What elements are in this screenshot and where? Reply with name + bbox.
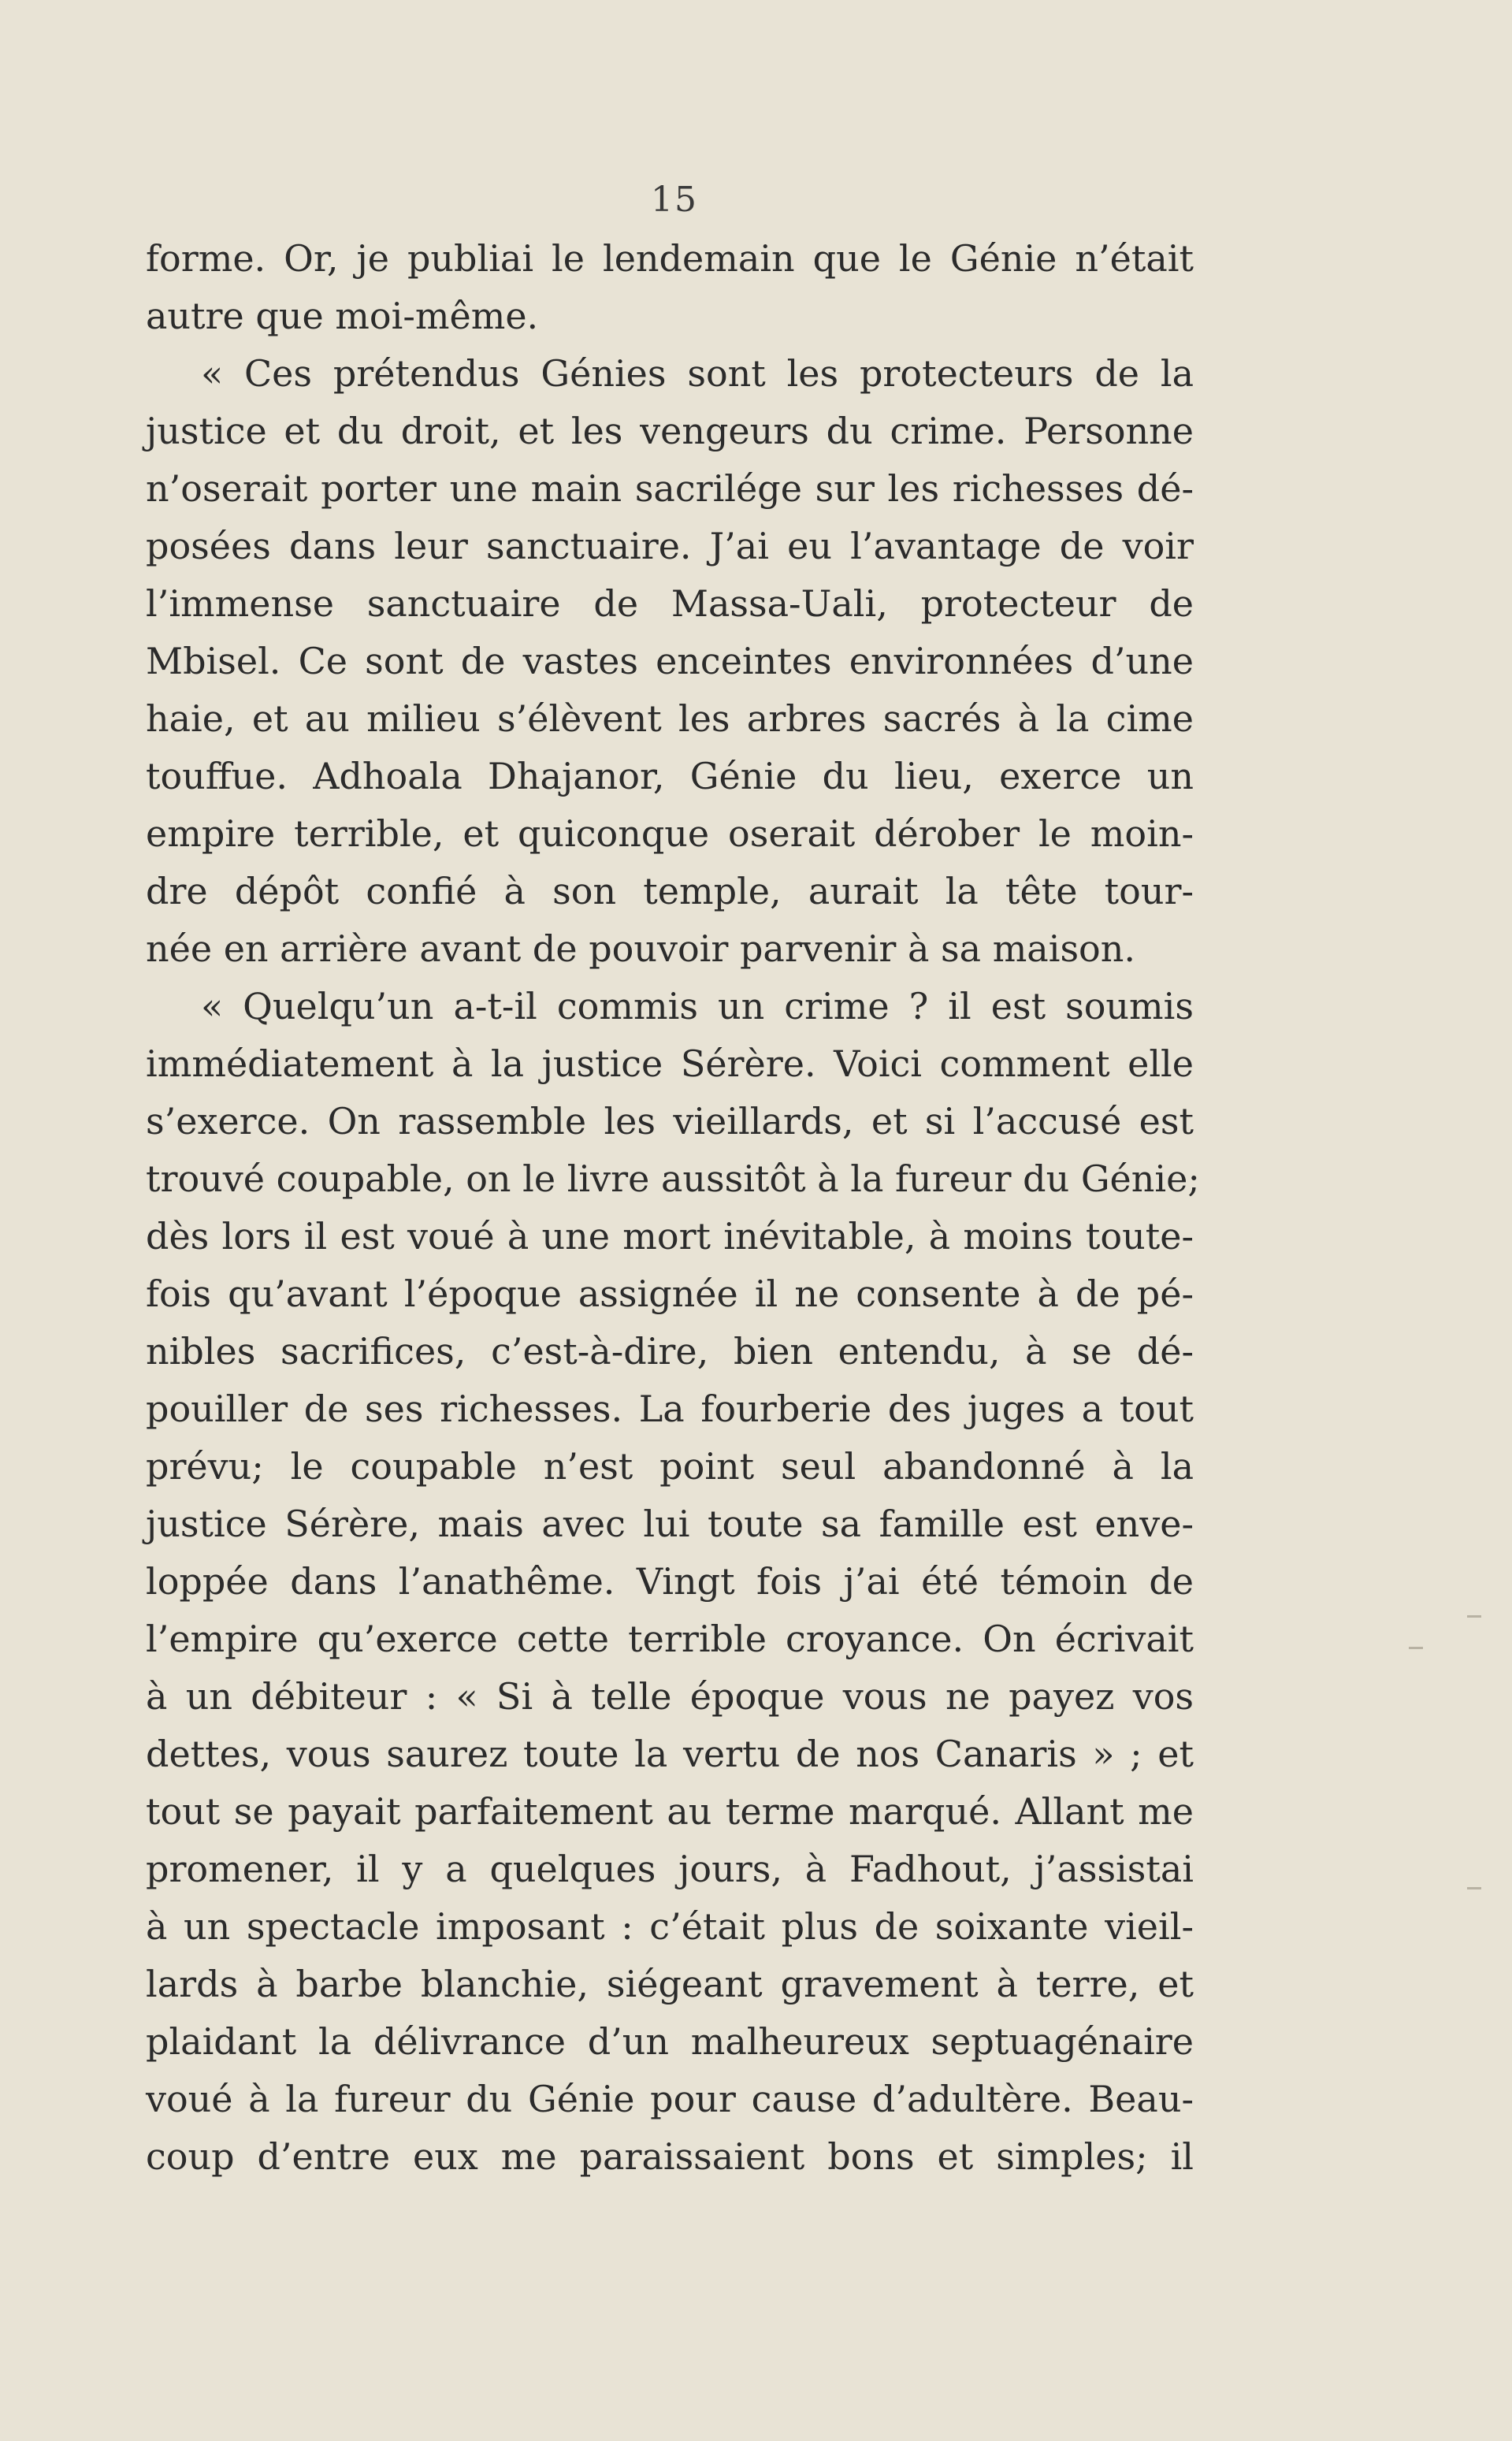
text-line: « Quelqu’un a-t-il commis un crime ? il est soumis [201,985,1194,1027]
text-line: autre que moi-même. [146,295,539,337]
text-line: forme. Or, je publiai le lendemain que le Génie n’était [146,237,1194,280]
text-line: haie, et au milieu s’élèvent les arbres sacrés à la cime [146,697,1194,740]
text-line: l’empire qu’exerce cette terrible croyance. On écrivait [146,1618,1194,1660]
text-line: promener, il y a quelques jours, à Fadhout, j’assistai [146,1848,1194,1890]
text-line: pouiller de ses richesses. La fourberie des juges a tout [146,1388,1194,1430]
text-line: trouvé coupable, on le livre aussitôt à la fureur du Génie; [146,1157,1200,1200]
margin-mark [1467,1615,1481,1618]
text-line: voué à la fureur du Génie pour cause d’adultère. Beau- [146,2078,1194,2120]
text-line: Mbisel. Ce sont de vastes enceintes environnées d’une [146,640,1194,682]
body-text [146,230,1200,2186]
text-line: dre dépôt confié à son temple, aurait la tête tour- [146,870,1194,912]
text-line: touffue. Adhoala Dhajanor, Génie du lieu, exerce un [146,755,1194,797]
text-line: posées dans leur sanctuaire. J’ai eu l’avantage de voir [146,525,1194,567]
text-line: empire terrible, et quiconque oserait dérober le moin- [146,812,1194,855]
text-line: justice Sérère, mais avec lui toute sa famille est enve- [146,1503,1194,1545]
page-number: 15 [651,180,698,220]
text-line: justice et du droit, et les vengeurs du crime. Personne [146,410,1194,452]
text-line: à un débiteur : « Si à telle époque vous ne payez vos [146,1675,1194,1718]
text-line: loppée dans l’anathême. Vingt fois j’ai été témoin de [146,1560,1194,1603]
text-line: à un spectacle imposant : c’était plus de soixante vieil- [146,1905,1194,1948]
text-line: « Ces prétendus Génies sont les protecteurs de la [201,352,1194,395]
text-line: nibles sacrifices, c’est-à-dire, bien entendu, à se dé- [146,1330,1194,1373]
text-line: l’immense sanctuaire de Massa-Uali, protecteur de [146,582,1194,625]
text-line: plaidant la délivrance d’un malheureux septuagénaire [146,2020,1194,2063]
margin-mark [1409,1647,1423,1649]
text-line: fois qu’avant l’époque assignée il ne consente à de pé- [146,1273,1194,1315]
text-line: née en arrière avant de pouvoir parvenir à sa maison. [146,927,1135,970]
text-line: tout se payait parfaitement au terme marqué. Allant me [146,1790,1194,1833]
margin-mark [1467,1887,1481,1889]
text-line: lards à barbe blanchie, siégeant gravement à terre, et [146,1963,1194,2005]
text-line: n’oserait porter une main sacrilége sur les richesses dé- [146,467,1194,510]
text-line: dettes, vous saurez toute la vertu de nos Canaris » ; et [146,1733,1194,1775]
text-line: dès lors il est voué à une mort inévitable, à moins toute- [146,1215,1194,1258]
text-line: immédiatement à la justice Sérère. Voici comment elle [146,1042,1194,1085]
text-line: coup d’entre eux me paraissaient bons et simples; il [146,2135,1194,2178]
text-line: s’exerce. On rassemble les vieillards, et si l’accusé est [146,1100,1194,1142]
text-line: prévu; le coupable n’est point seul abandonné à la [146,1445,1194,1488]
